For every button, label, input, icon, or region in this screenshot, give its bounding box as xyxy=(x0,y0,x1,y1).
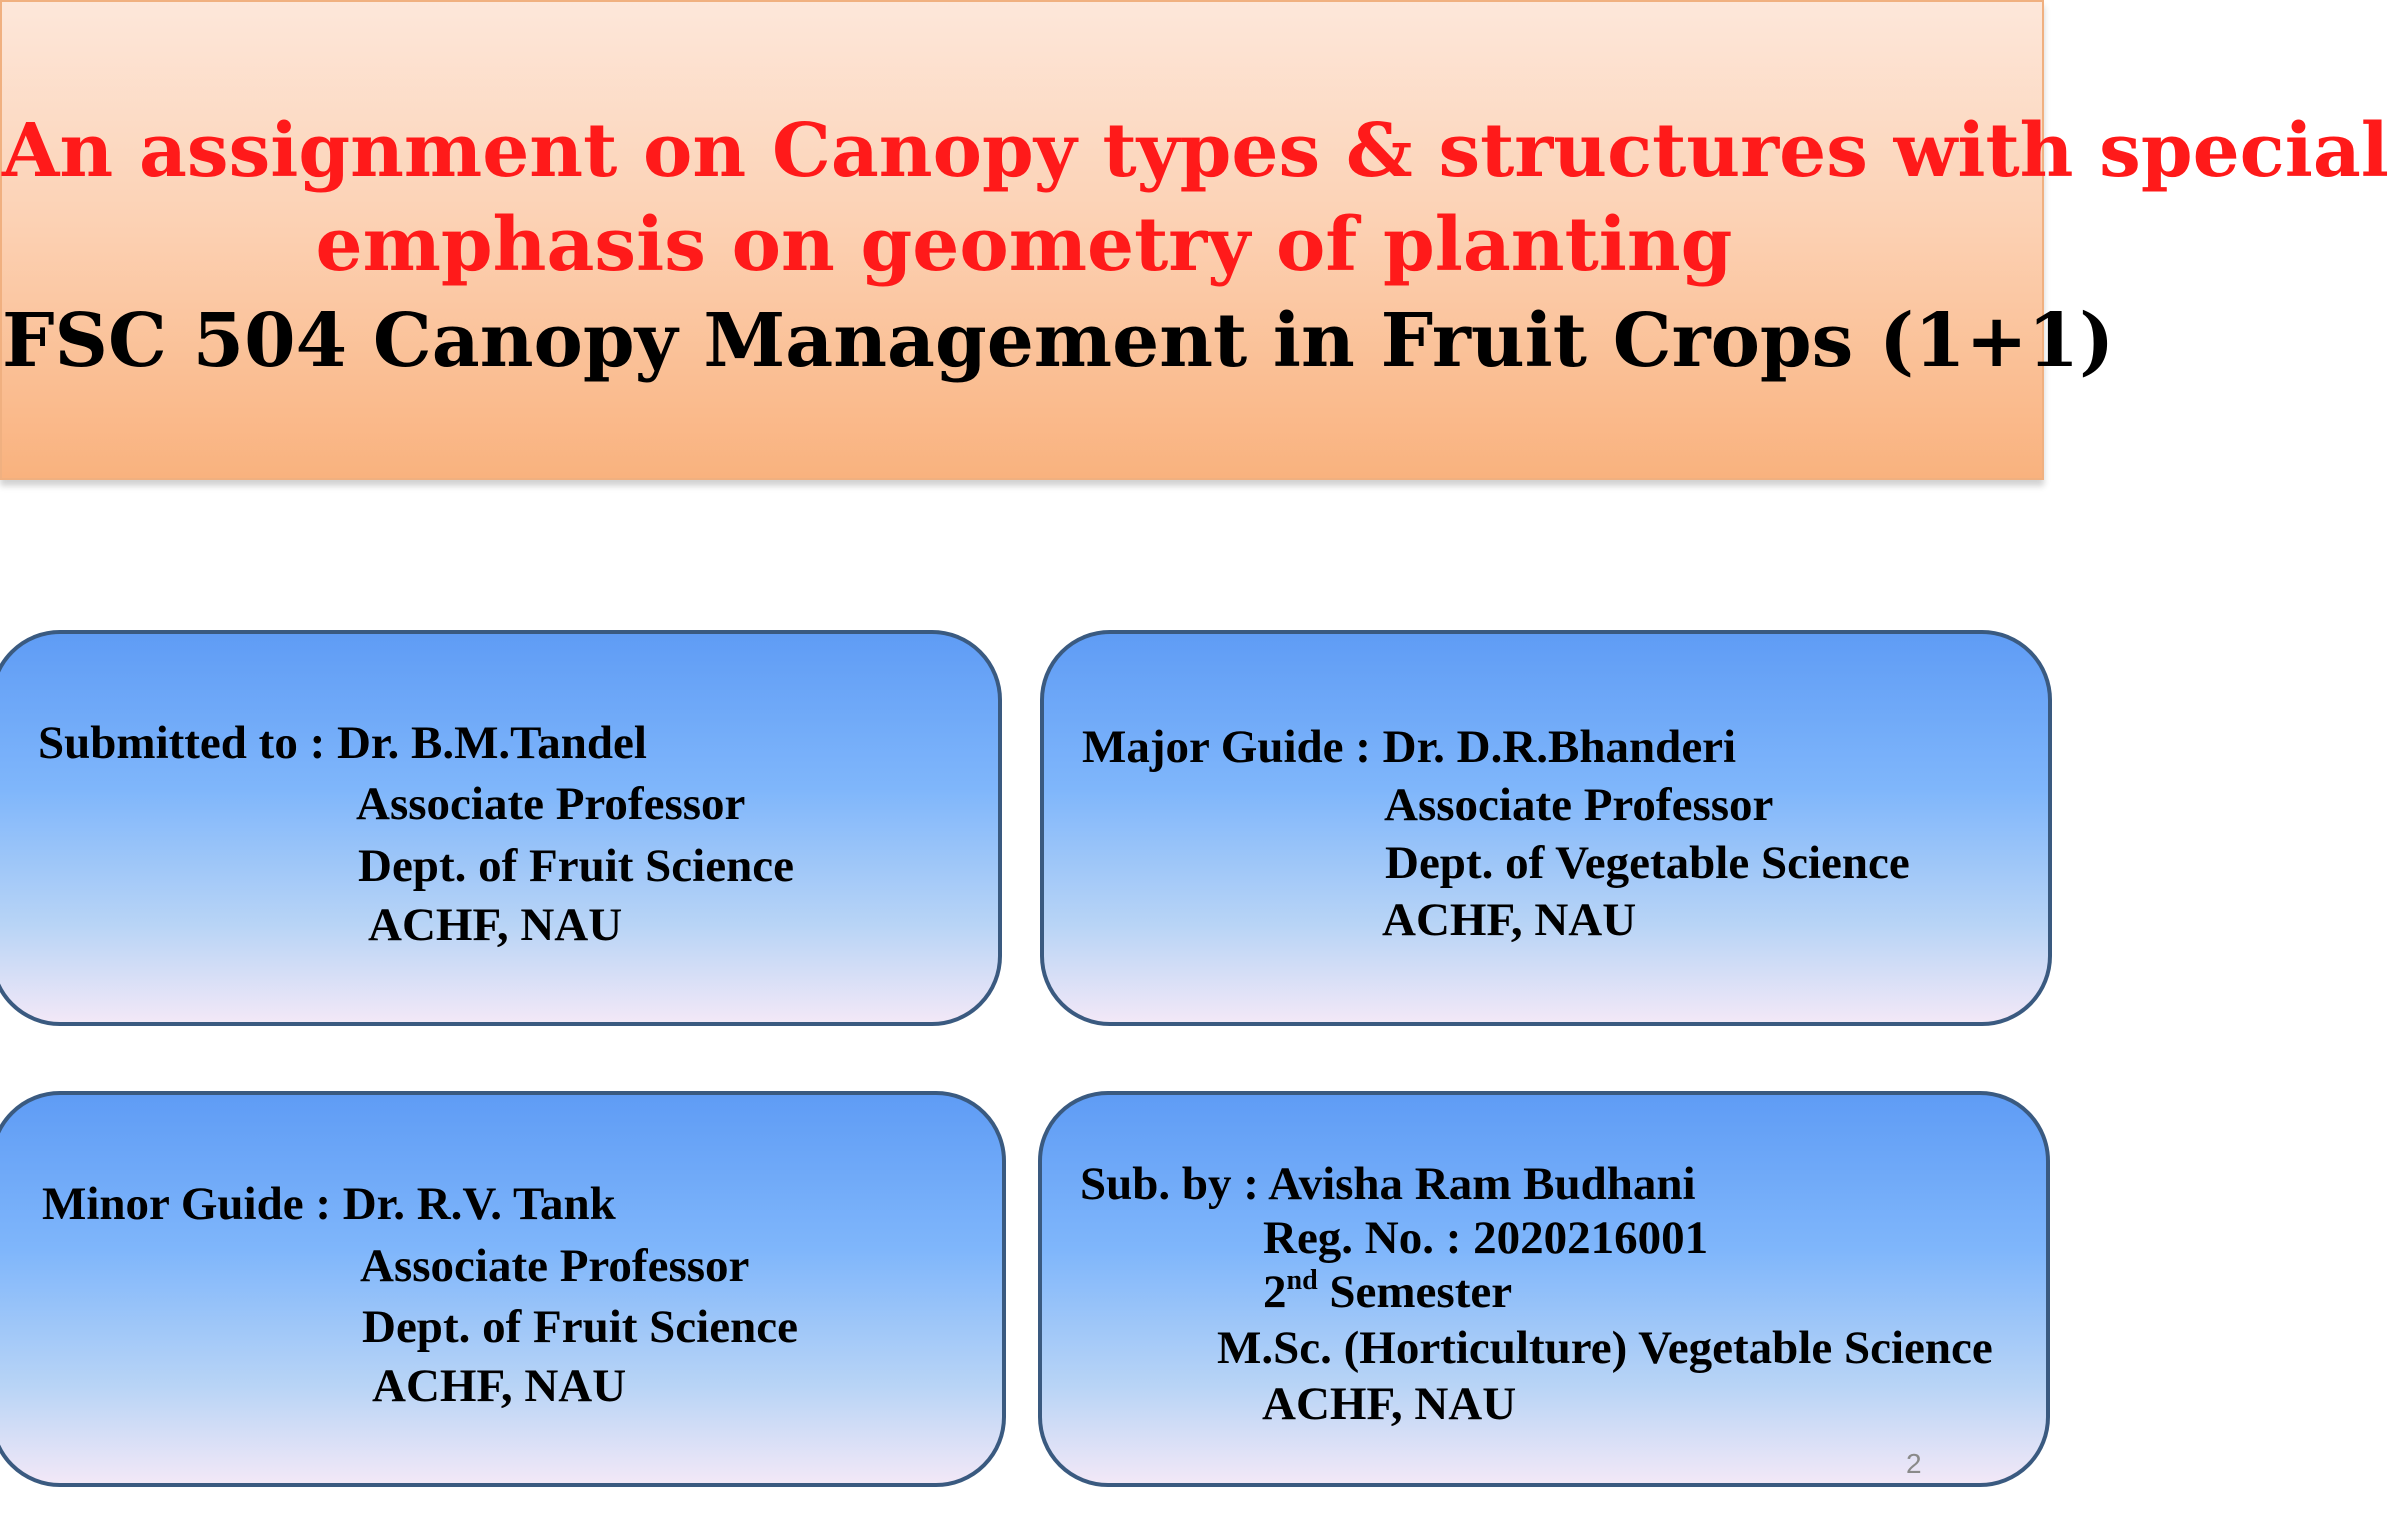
title-banner xyxy=(0,0,2389,480)
submitted-by-institute: ACHF, NAU xyxy=(1262,1378,1517,1430)
semester xyxy=(1263,1265,1512,1319)
semester-label: Semester xyxy=(1317,1266,1513,1318)
minor-guide-card xyxy=(0,1091,1006,1487)
major-guide-label: Major Guide : Dr. D.R.Bhanderi xyxy=(1082,721,1737,773)
major-guide-designation: Associate Professor xyxy=(1384,779,1774,831)
semester-suffix: nd xyxy=(1286,1265,1318,1296)
title-line-1: An assignment on Canopy types & structures with special xyxy=(2,108,2389,194)
minor-guide-department: Dept. of Fruit Science xyxy=(362,1301,798,1353)
submitted-by-label: Sub. by : Avisha Ram Budhani xyxy=(1080,1158,1696,1210)
major-guide-card xyxy=(1040,630,2052,1026)
major-guide-department: Dept. of Vegetable Science xyxy=(1385,837,1910,889)
minor-guide-institute: ACHF, NAU xyxy=(372,1360,627,1412)
submitted-to-label: Submitted to : Dr. B.M.Tandel xyxy=(38,717,647,769)
semester-number: 2 xyxy=(1263,1266,1287,1318)
major-guide-institute: ACHF, NAU xyxy=(1382,894,1637,946)
submitted-to-designation: Associate Professor xyxy=(356,778,746,830)
submitted-by-card xyxy=(1038,1091,2050,1487)
minor-guide-label: Minor Guide : Dr. R.V. Tank xyxy=(42,1178,616,1230)
course-title: FSC 504 Canopy Management in Fruit Crops (1+1) xyxy=(2,298,2115,384)
submitted-to-department: Dept. of Fruit Science xyxy=(358,840,794,892)
minor-guide-designation: Associate Professor xyxy=(360,1240,750,1292)
registration-number: Reg. No. : 2020216001 xyxy=(1263,1212,1709,1264)
program: M.Sc. (Horticulture) Vegetable Science xyxy=(1217,1322,1993,1374)
submitted-to-card xyxy=(0,630,1002,1026)
page-number: 2 xyxy=(1906,1448,1922,1479)
submitted-to-institute: ACHF, NAU xyxy=(368,899,623,951)
title-line-2: emphasis on geometry of planting xyxy=(315,202,1733,288)
